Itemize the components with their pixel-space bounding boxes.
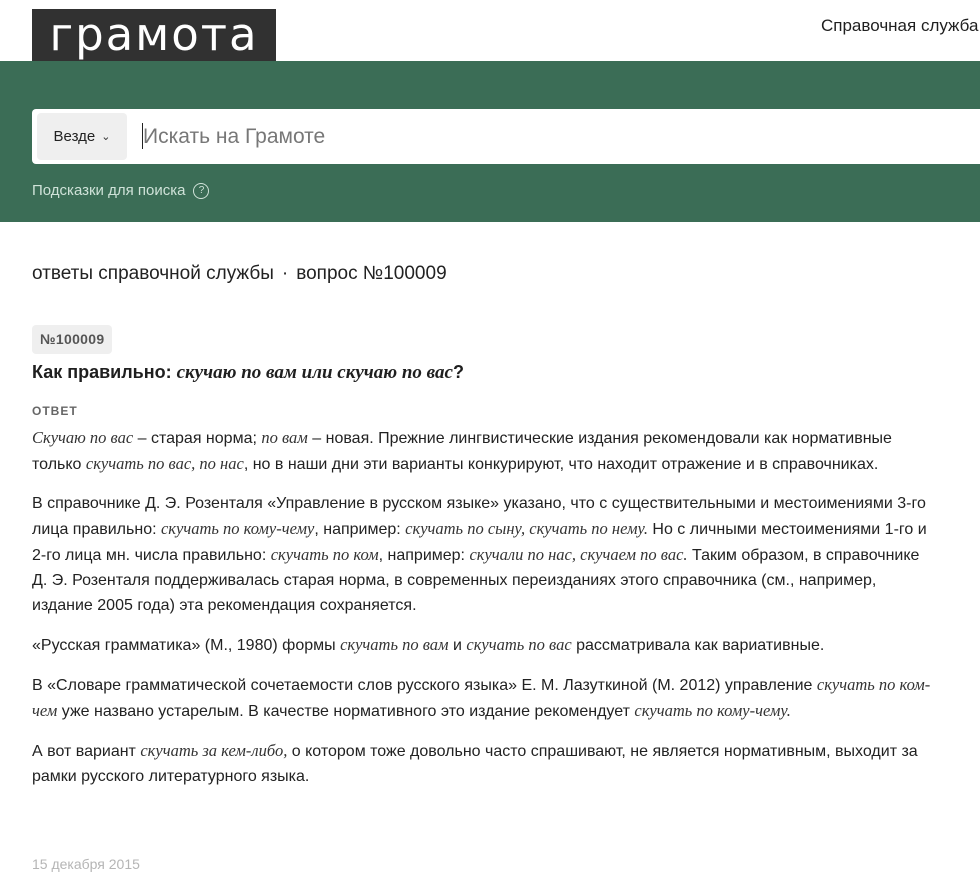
example-text: скучать по сыну, скучать по нему. [405, 519, 648, 538]
chevron-down-icon: ⌄ [101, 131, 111, 143]
example-text: скучать по кому-чему [160, 519, 315, 538]
example-text: скучать по ком-чем [32, 675, 931, 720]
search-input[interactable] [143, 117, 963, 157]
nav-link-help-service[interactable]: Справочная служба [821, 16, 979, 35]
answer-text: – старая норма; [133, 430, 262, 447]
question-title [32, 362, 464, 384]
breadcrumb [32, 263, 447, 285]
example-text: скучать по вам [340, 635, 449, 654]
breadcrumb-current: вопрос №100009 [296, 263, 447, 284]
answer-text: Таким образом, в справочнике Д. Э. Розенталя поддерживалась старая норма, в современных переизданиях этого справочника (см., например, издание 2005 года) эта рекомендация сохраняется. [32, 547, 920, 614]
text-caret [142, 123, 143, 149]
answer-body [32, 425, 937, 803]
answer-text: «Русская грамматика» (М., 1980) формы [32, 637, 341, 654]
answer-text: и [448, 637, 467, 654]
site-header [0, 0, 980, 61]
answer-text: В справочнике Д. Э. Розенталя «Управление в русском языке» указано, что с существительными и местоимениями 3-го лица правильно: [32, 495, 926, 538]
question-variant-2: скучаю по вас [337, 362, 453, 383]
example-text: скучать по ком [270, 545, 379, 564]
question-variant-1: скучаю по вам [176, 362, 297, 383]
answer-date: 15 декабря 2015 [32, 856, 140, 872]
answer-paragraph-5 [32, 738, 937, 789]
example-text: Скучаю по вас [32, 428, 134, 447]
example-text: по вам [261, 428, 308, 447]
answer-paragraph-2 [32, 491, 937, 618]
answer-text: , например: [314, 521, 406, 538]
breadcrumb-section[interactable]: ответы справочной службы [32, 263, 274, 284]
search-scope-dropdown[interactable] [37, 113, 127, 160]
answer-text: , например: [378, 547, 470, 564]
question-middle: или [296, 362, 338, 383]
question-circle-icon: ? [193, 183, 209, 199]
search-hints-link[interactable] [32, 182, 209, 199]
answer-label: ОТВЕТ [32, 404, 78, 418]
question-number-badge: №100009 [32, 325, 112, 354]
answer-text: – новая. Прежние лингвистические издания рекомендовали как нормативные только [32, 430, 892, 473]
answer-paragraph-4 [32, 672, 937, 724]
question-suffix: ? [452, 362, 464, 382]
example-text: скучать по вас, по нас [85, 454, 244, 473]
answer-paragraph-1 [32, 425, 937, 477]
answer-text: А вот вариант [32, 743, 141, 760]
answer-text: , но в наши дни эти варианты конкурируют, что находит отражение и в справочниках. [243, 456, 879, 473]
answer-text: Но с личными местоимениями 1-го и 2-го лица мн. числа правильно: [32, 521, 927, 564]
answer-paragraph-3 [32, 632, 937, 658]
answer-text: рассматривала как вариативные. [571, 637, 825, 654]
search-hints-label: Подсказки для поиска [32, 182, 186, 199]
example-text: скучать по кому-чему. [634, 701, 791, 720]
answer-text: уже названо устарелым. В качестве нормативного это издание рекомендует [57, 703, 635, 720]
question-prefix: Как правильно: [32, 362, 177, 382]
breadcrumb-separator: · [281, 263, 289, 284]
search-scope-label: Везде [53, 128, 96, 145]
example-text: скучали по нас, скучаем по вас. [469, 545, 688, 564]
example-text: скучать за кем-либо, [140, 741, 288, 760]
logo-text: грамота [49, 8, 259, 61]
answer-text: о котором тоже довольно часто спрашивают, не является нормативным, выходит за рамки русского литературного языка. [32, 743, 918, 785]
answer-text: В «Словаре грамматической сочетаемости слов русского языка» Е. М. Лазуткиной (М. 2012) управление [32, 677, 817, 694]
example-text: скучать по вас [466, 635, 572, 654]
site-logo[interactable] [32, 9, 276, 61]
